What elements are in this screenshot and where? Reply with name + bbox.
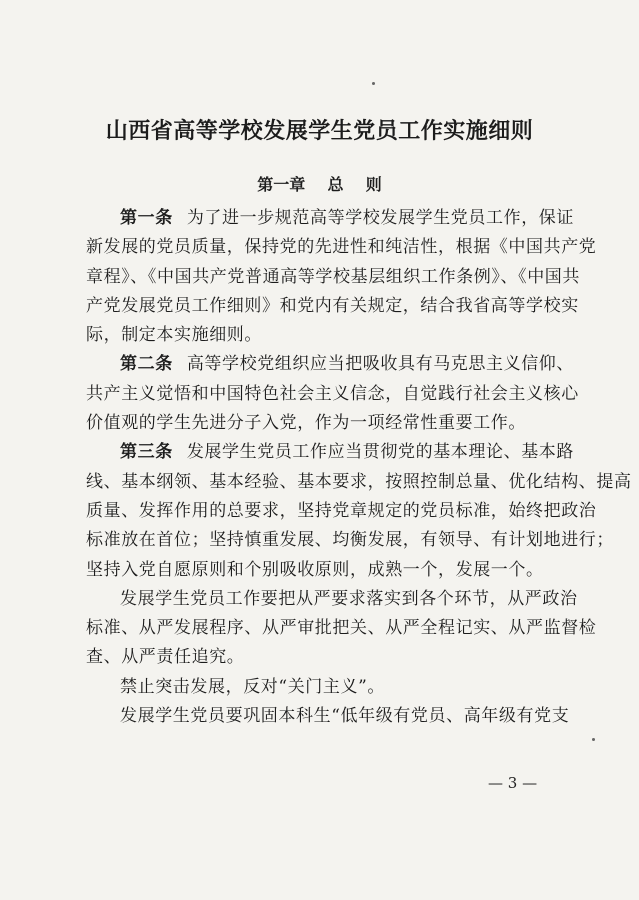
article-3-line: 线、基本纲领、基本经验、基本要求，按照控制总量、优化结构、提高	[86, 471, 632, 492]
article-2-line: 第二条 高等学校党组织应当把吸收具有马克思主义信仰、	[120, 354, 575, 375]
article-1-line: 第一条 为了进一步规范高等学校发展学生党员工作，保证	[120, 208, 575, 228]
article-1-label: 第一条	[120, 208, 173, 228]
strict-paragraph-line: 查、从严责任追究。	[86, 647, 245, 668]
document-body	[86, 204, 632, 731]
article-1-line: 新发展的党员质量，保持党的先进性和纯洁性，根据《中国共产党	[86, 237, 597, 258]
scan-speck	[592, 738, 595, 741]
article-1-line: 产党发展党员工作细则》和党内有关规定，结合我省高等学校实	[86, 295, 579, 316]
scan-speck	[372, 82, 375, 85]
article-2-label: 第二条	[120, 354, 173, 375]
article-3-line: 质量、发挥作用的总要求，坚持党章规定的党员标准，始终把政治	[86, 500, 597, 521]
article-1-line: 章程》、《中国共产党普通高等学校基层组织工作条例》、《中国共	[86, 266, 580, 287]
prohibit-paragraph-line: 禁止突击发展，反对“关门主义”。	[120, 676, 385, 697]
consolidate-paragraph-line: 发展学生党员要巩固本科生“低年级有党员、高年级有党支	[120, 706, 570, 727]
article-2-line: 共产主义觉悟和中国特色社会主义信念，自觉践行社会主义核心	[86, 383, 579, 404]
page-number: — 3 —	[488, 774, 538, 792]
strict-paragraph-line: 标准、从严发展程序、从严审批把关、从严全程记实、从严监督检	[86, 618, 597, 639]
document-title: 山西省高等学校发展学生党员工作实施细则	[105, 118, 534, 144]
chapter-heading: 第一章 总 则	[257, 175, 382, 194]
strict-paragraph-line: 发展学生党员工作要把从严要求落实到各个环节，从严政治	[120, 588, 578, 609]
article-3-line: 第三条 发展学生党员工作应当贯彻党的基本理论、基本路	[120, 442, 575, 463]
article-3-line: 坚持入党自愿原则和个别吸收原则，成熟一个，发展一个。	[86, 559, 544, 580]
article-3-line: 标准放在首位；坚持慎重发展、均衡发展，有领导、有计划地进行；	[86, 530, 614, 551]
article-1-line: 际，制定本实施细则。	[86, 325, 262, 346]
article-3-label: 第三条	[120, 442, 173, 463]
article-2-line: 价值观的学生先进分子入党，作为一项经常性重要工作。	[86, 413, 526, 434]
